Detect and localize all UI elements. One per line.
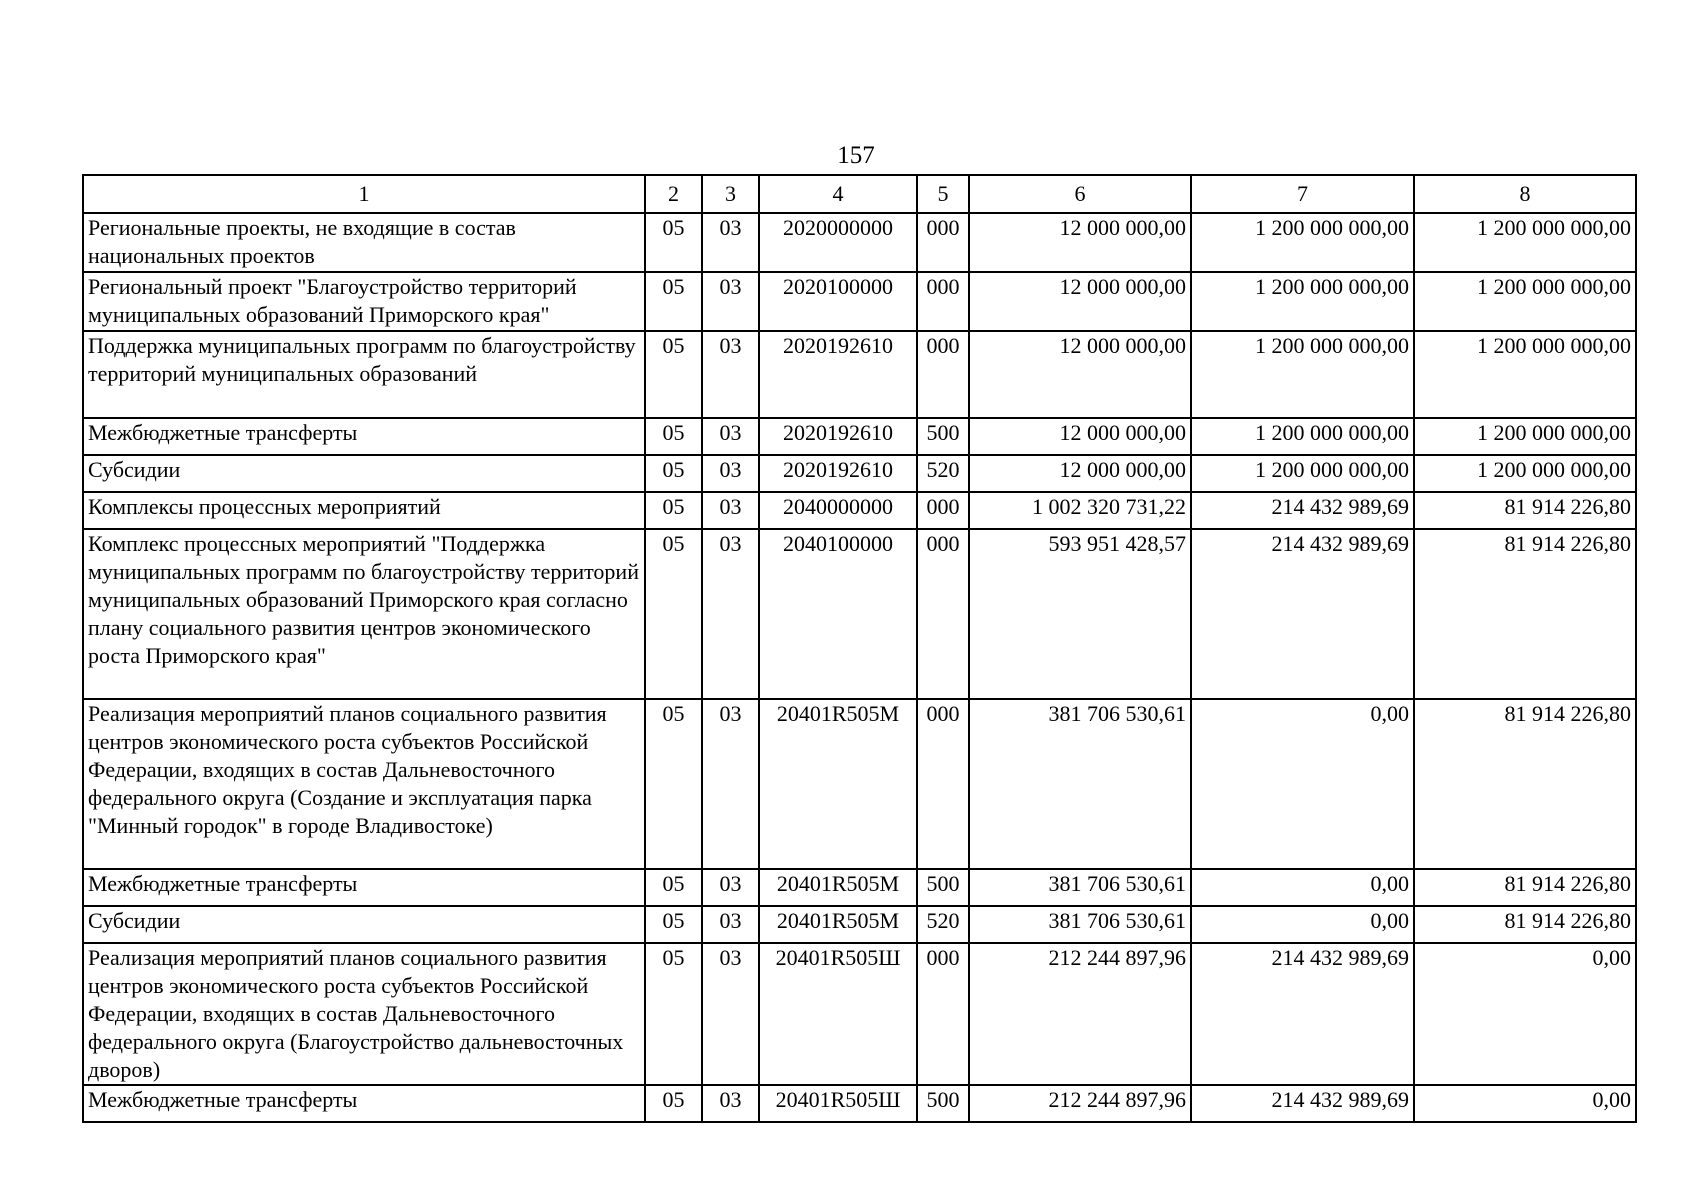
section-code: 05 [645,943,702,1085]
amount-col6: 12 000 000,00 [969,213,1191,272]
section-code: 05 [645,906,702,943]
table-row [83,213,1636,272]
subsection-code: 03 [702,492,759,529]
section-code: 05 [645,418,702,455]
expense-type-code: 000 [917,492,969,529]
expense-name: Комплекс процессных мероприятий "Поддержка муниципальных программ по благоустройству территорий муниципальных образований Приморского края согласно плану социального развития центров экономического роста Приморского края" [83,529,645,699]
subsection-code: 03 [702,869,759,906]
table-row [83,869,1636,906]
amount-col7: 214 432 989,69 [1191,492,1414,529]
target-article-code: 2020192610 [759,418,917,455]
table-row [83,272,1636,331]
subsection-code: 03 [702,1085,759,1122]
amount-col7: 0,00 [1191,869,1414,906]
amount-col8: 1 200 000 000,00 [1414,455,1636,492]
amount-col7: 1 200 000 000,00 [1191,418,1414,455]
section-code: 05 [645,492,702,529]
expense-name: Субсидии [83,455,645,492]
amount-col6: 12 000 000,00 [969,418,1191,455]
table-row [83,1085,1636,1122]
target-article-code: 2040000000 [759,492,917,529]
section-code: 05 [645,529,702,699]
expense-name: Субсидии [83,906,645,943]
amount-col8: 1 200 000 000,00 [1414,418,1636,455]
amount-col8: 81 914 226,80 [1414,529,1636,699]
section-code: 05 [645,869,702,906]
target-article-code: 20401R505M [759,699,917,869]
amount-col6: 381 706 530,61 [969,869,1191,906]
expense-name: Межбюджетные трансферты [83,869,645,906]
header-row [83,175,1636,213]
expense-name: Межбюджетные трансферты [83,418,645,455]
expense-name: Реализация мероприятий планов социального развития центров экономического роста субъектов Российской Федерации, входящих в состав Дальневосточного федерального округа (Создание и эксплуатация парка "Минный городок" в городе Владивостоке) [83,699,645,869]
expense-type-code: 500 [917,1085,969,1122]
expense-type-code: 000 [917,331,969,418]
amount-col6: 1 002 320 731,22 [969,492,1191,529]
section-code: 05 [645,455,702,492]
budget-table [82,174,1637,1123]
expense-name: Поддержка муниципальных программ по благоустройству территорий муниципальных образований [83,331,645,418]
amount-col7: 1 200 000 000,00 [1191,213,1414,272]
amount-col6: 381 706 530,61 [969,699,1191,869]
amount-col7: 214 432 989,69 [1191,529,1414,699]
subsection-code: 03 [702,331,759,418]
page-number: 157 [837,142,875,169]
amount-col6: 212 244 897,96 [969,943,1191,1085]
amount-col8: 0,00 [1414,943,1636,1085]
subsection-code: 03 [702,418,759,455]
expense-type-code: 500 [917,418,969,455]
amount-col6: 593 951 428,57 [969,529,1191,699]
target-article-code: 2020100000 [759,272,917,331]
table-row [83,906,1636,943]
expense-type-code: 000 [917,213,969,272]
subsection-code: 03 [702,529,759,699]
amount-col8: 1 200 000 000,00 [1414,331,1636,418]
section-code: 05 [645,213,702,272]
target-article-code: 20401R505Ш [759,1085,917,1122]
column-header: 3 [702,175,759,213]
target-article-code: 2020192610 [759,455,917,492]
section-code: 05 [645,699,702,869]
subsection-code: 03 [702,272,759,331]
subsection-code: 03 [702,943,759,1085]
target-article-code: 2020000000 [759,213,917,272]
column-header: 1 [83,175,645,213]
amount-col8: 1 200 000 000,00 [1414,213,1636,272]
amount-col8: 0,00 [1414,1085,1636,1122]
amount-col6: 12 000 000,00 [969,331,1191,418]
expense-type-code: 000 [917,699,969,869]
column-header: 6 [969,175,1191,213]
amount-col6: 12 000 000,00 [969,455,1191,492]
amount-col8: 81 914 226,80 [1414,869,1636,906]
amount-col7: 1 200 000 000,00 [1191,331,1414,418]
column-header: 2 [645,175,702,213]
expense-type-code: 000 [917,529,969,699]
column-header: 7 [1191,175,1414,213]
table-row [83,331,1636,418]
table-row [83,529,1636,699]
target-article-code: 2020192610 [759,331,917,418]
expense-type-code: 520 [917,906,969,943]
table-row [83,943,1636,1085]
expense-type-code: 520 [917,455,969,492]
section-code: 05 [645,1085,702,1122]
expense-name: Реализация мероприятий планов социального развития центров экономического роста субъектов Российской Федерации, входящих в состав Дальневосточного федерального округа (Благоустройство дальневосточных дворов) [83,943,645,1085]
amount-col7: 0,00 [1191,906,1414,943]
table-row [83,455,1636,492]
expense-type-code: 000 [917,272,969,331]
target-article-code: 20401R505M [759,869,917,906]
section-code: 05 [645,331,702,418]
amount-col7: 1 200 000 000,00 [1191,272,1414,331]
subsection-code: 03 [702,699,759,869]
table-row [83,418,1636,455]
column-header: 8 [1414,175,1636,213]
column-header: 4 [759,175,917,213]
target-article-code: 2040100000 [759,529,917,699]
amount-col7: 0,00 [1191,699,1414,869]
expense-name: Региональный проект "Благоустройство территорий муниципальных образований Приморского края" [83,272,645,331]
section-code: 05 [645,272,702,331]
column-header: 5 [917,175,969,213]
expense-name: Региональные проекты, не входящие в состав национальных проектов [83,213,645,272]
table-row [83,492,1636,529]
target-article-code: 20401R505Ш [759,943,917,1085]
expense-type-code: 000 [917,943,969,1085]
expense-type-code: 500 [917,869,969,906]
amount-col7: 214 432 989,69 [1191,943,1414,1085]
amount-col7: 1 200 000 000,00 [1191,455,1414,492]
amount-col6: 12 000 000,00 [969,272,1191,331]
amount-col7: 214 432 989,69 [1191,1085,1414,1122]
amount-col6: 381 706 530,61 [969,906,1191,943]
subsection-code: 03 [702,213,759,272]
subsection-code: 03 [702,906,759,943]
target-article-code: 20401R505M [759,906,917,943]
expense-name: Межбюджетные трансферты [83,1085,645,1122]
amount-col8: 1 200 000 000,00 [1414,272,1636,331]
amount-col8: 81 914 226,80 [1414,699,1636,869]
amount-col8: 81 914 226,80 [1414,906,1636,943]
table-row [83,699,1636,869]
expense-name: Комплексы процессных мероприятий [83,492,645,529]
amount-col8: 81 914 226,80 [1414,492,1636,529]
subsection-code: 03 [702,455,759,492]
amount-col6: 212 244 897,96 [969,1085,1191,1122]
